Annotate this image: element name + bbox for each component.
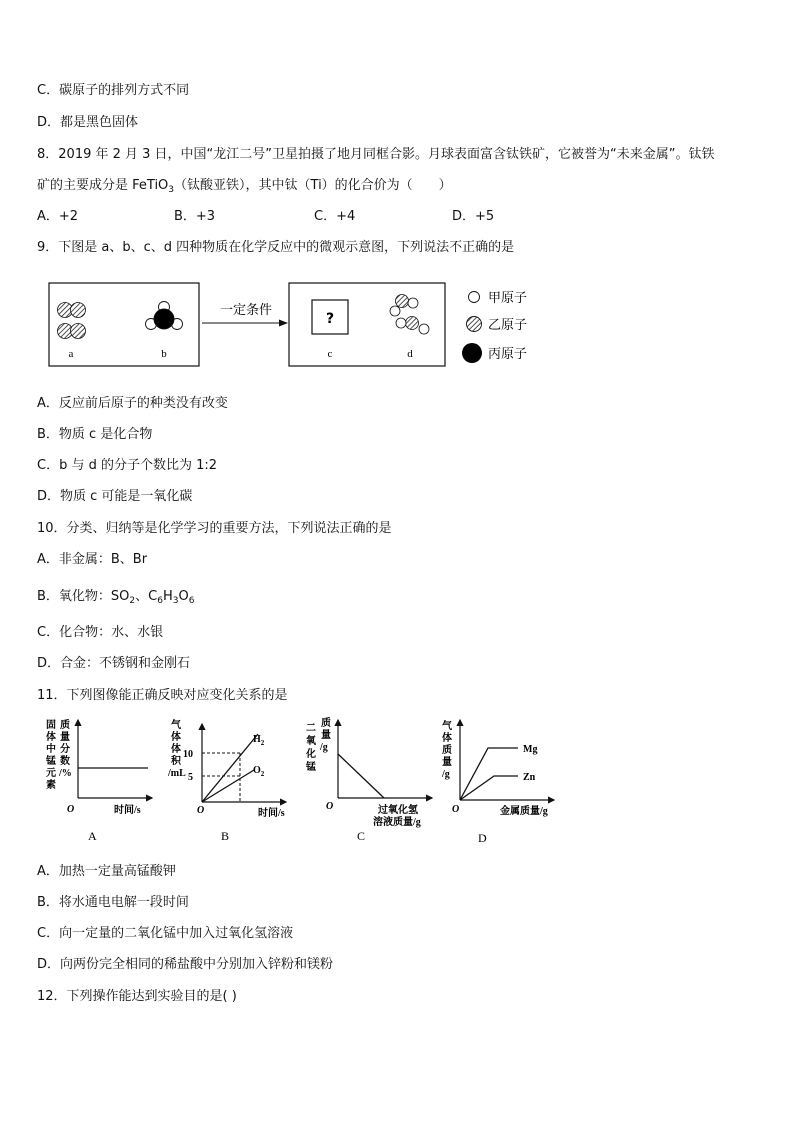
graph-b-tick-5: 5 <box>188 772 193 783</box>
graph-d-mg-label: Mg <box>523 744 538 755</box>
graph-a-caption: A <box>88 829 97 843</box>
graph-d-zn-line <box>460 776 518 800</box>
graph-b-o2-label: $O_2$ <box>253 765 265 778</box>
q11-graphs <box>40 716 560 852</box>
graph-c-ylabel <box>305 716 331 773</box>
graph-b-h2-line <box>202 734 258 802</box>
graph-b-h2-label: $H_2$ <box>253 734 265 747</box>
graph-c-xlabel-1: 过氧化氢 <box>378 805 418 816</box>
graph-b-caption: B <box>221 829 230 843</box>
q8-option-a: A．+2 <box>37 209 79 224</box>
graph-d-xlabel: 金属质量/g <box>500 806 548 817</box>
graph-c-caption: C <box>357 829 366 843</box>
svg-text:/g: /g <box>442 769 450 780</box>
q11-option-d: D．向两份完全相同的稀盐酸中分别加入锌粉和镁粉 <box>37 957 334 972</box>
q9-option-b: B．物质 c 是化合物 <box>37 427 153 442</box>
label-b: b <box>161 348 167 360</box>
molecule-a <box>58 303 86 339</box>
graph-b-xlabel: 时间/s <box>258 808 285 819</box>
legend-yi-icon <box>467 317 482 332</box>
svg-text:质: 质 <box>442 745 452 756</box>
q10-option-b: B．氧化物：$SO_2$、$C_6H_3O_6$ <box>37 589 195 606</box>
svg-text:/mL: /mL <box>168 768 186 779</box>
svg-text:量: 量 <box>60 732 70 743</box>
molecule-b <box>146 302 183 330</box>
q9-stem: 9．下图是 a、b、c、d 四种物质在化学反应中的微观示意图，下列说法不正确的是 <box>37 240 515 255</box>
graph-b-origin: O <box>197 805 205 816</box>
q11-stem: 11．下列图像能正确反映对应变化关系的是 <box>37 688 288 703</box>
svg-text:/%: /% <box>59 768 72 779</box>
graph-d-mg-line <box>460 748 518 800</box>
q9-option-d: D．物质 c 可能是一氧化碳 <box>37 489 193 504</box>
graph-d-ylabel <box>441 719 453 780</box>
q11-option-c: C．向一定量的二氧化锰中加入过氧化氢溶液 <box>37 926 294 941</box>
graph-c-xlabel-2: 溶液质量/g <box>373 817 421 828</box>
graph-a-ylabel <box>45 718 72 791</box>
q8-option-b: B．+3 <box>174 209 216 224</box>
graph-d <box>441 719 554 845</box>
legend-jia: 甲原子 <box>488 291 528 306</box>
label-c: c <box>327 348 333 360</box>
q8-stem-line1: 8．2019 年 2 月 3 日，中国“龙江二号”卫星拍摄了地月同框合影。月球表面富含钛铁矿，它被誉为“未来金属”。钛铁 <box>37 147 715 162</box>
svg-text:量: 量 <box>321 730 331 741</box>
graph-c <box>305 716 432 843</box>
svg-text:体: 体 <box>46 732 56 743</box>
graph-b <box>167 718 286 843</box>
q10-stem: 10．分类、归纳等是化学学习的重要方法，下列说法正确的是 <box>37 521 392 536</box>
graph-b-o2-line <box>202 770 254 802</box>
q11-option-a: A．加热一定量高锰酸钾 <box>37 864 176 879</box>
molecule-d <box>390 295 429 335</box>
svg-text:元: 元 <box>46 768 56 779</box>
q7-option-c: C．碳原子的排列方式不同 <box>37 83 190 98</box>
svg-text:数: 数 <box>60 756 70 767</box>
q9-option-c: C．b 与 d 的分子个数比为 1:2 <box>37 458 218 473</box>
svg-text:锰: 锰 <box>46 756 56 767</box>
legend-bing-icon <box>462 343 482 363</box>
svg-text:锰: 锰 <box>306 762 316 773</box>
q10-option-a: A．非金属：B、Br <box>37 552 148 567</box>
svg-text:/g: /g <box>320 742 328 753</box>
q11-option-b: B．将水通电电解一段时间 <box>37 895 189 910</box>
reaction-diagram <box>48 280 548 376</box>
q12-stem: 12．下列操作能达到实验目的是( ) <box>37 989 237 1004</box>
svg-text:量: 量 <box>442 757 452 768</box>
label-a: a <box>68 348 74 360</box>
svg-text:素: 素 <box>46 780 56 791</box>
unknown-mark: ? <box>325 311 335 327</box>
svg-text:化: 化 <box>306 749 316 760</box>
legend-yi: 乙原子 <box>488 318 528 333</box>
q9-option-a: A．反应前后原子的种类没有改变 <box>37 396 228 411</box>
graph-a-origin: O <box>67 804 75 815</box>
svg-text:分: 分 <box>60 744 70 755</box>
q8-stem-line2: 矿的主要成分是 FeTiO$_3$（钛酸亚铁），其中钛（Ti）的化合价为（ ） <box>37 178 452 195</box>
graph-a-xlabel: 时间/s <box>114 805 141 816</box>
svg-text:体: 体 <box>442 733 452 744</box>
svg-text:二: 二 <box>306 723 316 734</box>
svg-text:气: 气 <box>171 720 181 731</box>
q8-option-c: C．+4 <box>314 209 356 224</box>
label-d: d <box>407 348 413 360</box>
graph-d-caption: D <box>478 831 487 845</box>
svg-text:积: 积 <box>171 756 181 767</box>
graph-d-zn-label: Zn <box>523 772 536 783</box>
svg-text:氧: 氧 <box>306 736 316 747</box>
graph-c-origin: O <box>326 801 334 812</box>
q10-option-d: D．合金：不锈钢和金刚石 <box>37 656 191 671</box>
graph-b-tick-10: 10 <box>183 749 193 760</box>
svg-text:质: 质 <box>321 718 331 729</box>
svg-text:体: 体 <box>171 732 181 743</box>
svg-text:体: 体 <box>171 744 181 755</box>
q10-option-c: C．化合物：水、水银 <box>37 625 164 640</box>
graph-d-origin: O <box>452 804 460 815</box>
legend-bing: 丙原子 <box>488 347 528 362</box>
svg-text:固: 固 <box>46 720 56 731</box>
legend-jia-icon <box>469 292 480 303</box>
graph-a <box>45 718 152 843</box>
graph-c-curve <box>338 754 384 798</box>
svg-text:中: 中 <box>46 744 56 755</box>
q7-option-d: D．都是黑色固体 <box>37 115 139 130</box>
arrow-label: 一定条件 <box>219 303 273 318</box>
q8-option-d: D．+5 <box>452 209 495 224</box>
svg-text:气: 气 <box>442 721 452 732</box>
svg-text:质: 质 <box>60 720 70 731</box>
